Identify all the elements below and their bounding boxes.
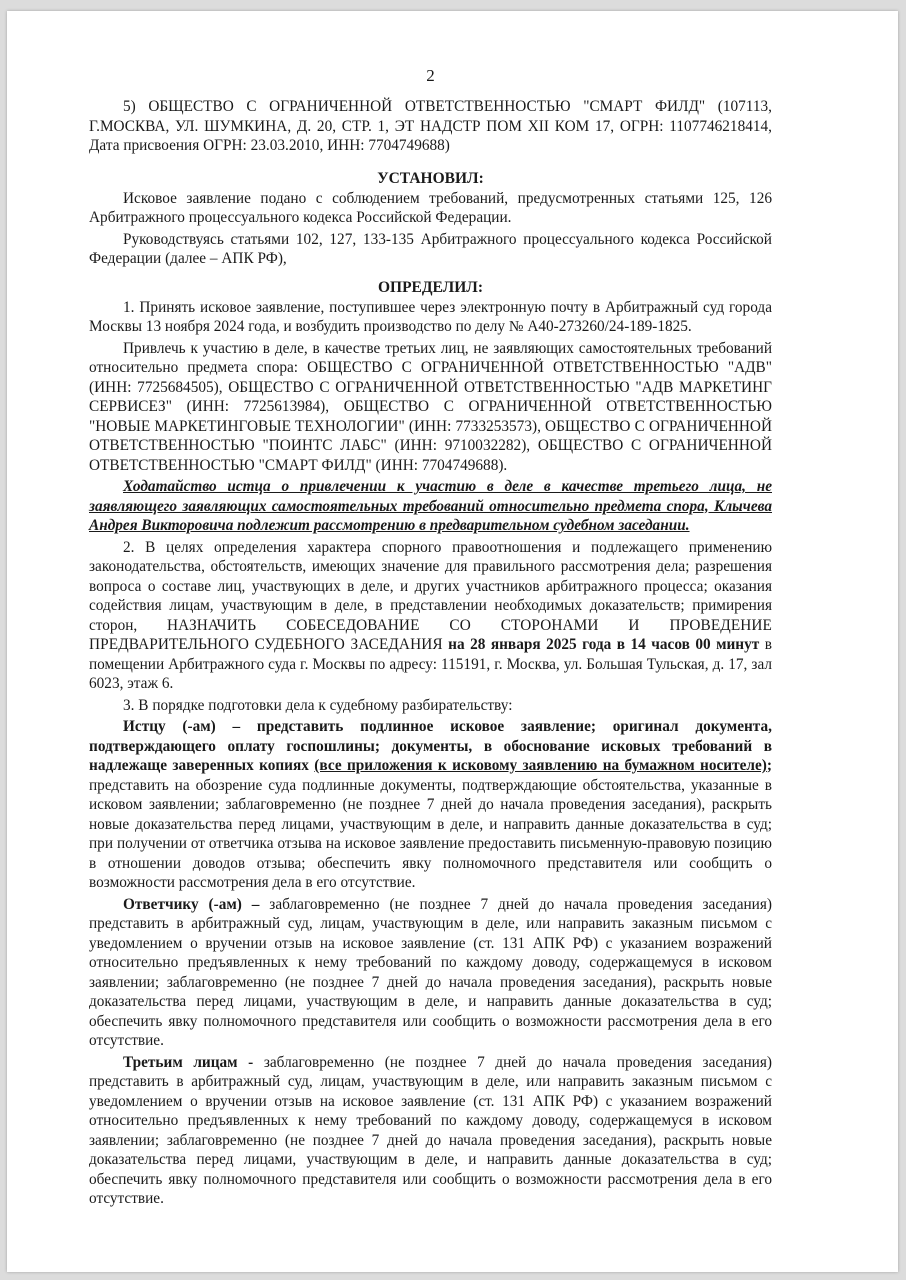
party-5-block: [89, 97, 772, 156]
third-parties-text: заблаговременно (не позднее 7 дней до начала проведения заседания) представить в арбитражный суд, лицам, участвующим в деле, или направить заказным письмом с уведомлением о вручении отзыв на исковое заявление (ст. 131 АПК РФ) с указанием возражений относительно предъявленных к нему требований по каждому доводу, содержащемуся в исковом заявлении; заблаговременно (не позднее 7 дней до начала проведения заседания), раскрыть новые доказательства перед лицами, участвующим в деле, и направить данные доказательства в суд; обеспечить явку полномочного представителя или сообщить о возможности рассмотрения дела в его отсутствие.: [89, 1053, 772, 1207]
plaintiff-instructions: [89, 717, 772, 893]
item-2-place: в помещении Арбитражного суда г. Москвы по адресу: 115191, г. Москва, ул. Большая Тульская, д. 17, зал 6023, этаж 6.: [89, 636, 772, 692]
defendant-text: заблаговременно (не позднее 7 дней до начала проведения заседания) представить в арбитражный суд, лицам, участвующим в деле, или направить заказным письмом с уведомлением о вручении отзыв на исковое заявление (ст. 131 АПК РФ) с указанием возражений относительно предъявленных к нему требований по каждому доводу, содержащемуся в исковом заявлении; заблаговременно (не позднее 7 дней до начала проведения заседания), раскрыть новые доказательства перед лицами, участвующим в деле, и направить данные доказательства в суд; обеспечить явку полномочного представителя или сообщить о возможности рассмотрения дела в его отсутствие.: [89, 895, 772, 1049]
plaintiff-bold-underlined: (все приложения к исковому заявлению на бумажном носителе): [314, 757, 767, 774]
page-number: 2: [426, 66, 435, 85]
established-paragraph-2: Руководствуясь статьями 102, 127, 133-135 Арбитражного процессуального кодекса Российской Федерации (далее – АПК РФ),: [89, 230, 772, 267]
plaintiff-bold-tail: ;: [766, 757, 772, 774]
ruled-heading: ОПРЕДЕЛИЛ:: [377, 279, 484, 296]
ruled-section: [89, 278, 772, 1209]
plaintiff-text: представить на обозрение суда подлинные документы, подтверждающие обстоятельства, указанные в исковом заявлении; заблаговременно (не позднее 7 дней до начала проведения заседания), раскрыть новые доказательства перед лицами, участвующим в деле, и направить данные доказательства в суд; при получении от ответчика отзыва на исковое заявление предоставить письменную-правовую позицию в отношении доводов отзыва; обеспечить явку полномочного представителя или сообщить о возможности рассмотрения дела в его отсутствие.: [89, 776, 772, 891]
third-parties-paragraph: Привлечь к участию в деле, в качестве третьих лиц, не заявляющих самостоятельных требований относительно предмета спора: ОБЩЕСТВО С ОГРАНИЧЕННОЙ ОТВЕТСТВЕННОСТЬЮ "АДВ" (ИНН: 7725684505), ОБЩЕСТВО С ОГРАНИЧЕННОЙ ОТВЕТСТВЕННОСТЬЮ "АДВ МАРКЕТИНГ СЕРВИСЕЗ" (ИНН: 7725613984), ОБЩЕСТВО С ОГРАНИЧЕННОЙ ОТВЕТСТВЕННОСТЬЮ "НОВЫЕ МАРКЕТИНГОВЫЕ ТЕХНОЛОГИИ" (ИНН: 7733253573), ОБЩЕСТВО С ОГРАНИЧЕННОЙ ОТВЕТСТВЕННОСТЬЮ "ПОИНТС ЛАБС" (ИНН: 9710032282), ОБЩЕСТВО С ОГРАНИЧЕННОЙ ОТВЕТСТВЕННОСТЬЮ "СМАРТ ФИЛД" (ИНН: 7704749688).: [89, 339, 772, 474]
established-heading: УСТАНОВИЛ:: [377, 170, 484, 187]
item-2-datetime: на 28 января 2025 года в 14 часов 00 минут: [442, 636, 760, 653]
motion-paragraph: [89, 477, 772, 536]
defendant-bold: Ответчику (-ам) –: [123, 895, 260, 913]
defendant-instructions: [89, 895, 772, 1051]
ruled-item-3-intro: 3. В порядке подготовки дела к судебному разбирательству:: [123, 696, 513, 714]
motion-text: Ходатайство истца о привлечении к участию в деле в качестве третьего лица, не заявляющего заявляющих самостоятельных требований относительно предмета спора, Клычева Андрея Викторовича подлежит рассмотрению в предварительном судебном заседании.: [89, 478, 772, 534]
established-section: [89, 169, 772, 269]
party-5-paragraph: 5) ОБЩЕСТВО С ОГРАНИЧЕННОЙ ОТВЕТСТВЕННОСТЬЮ "СМАРТ ФИЛД" (107113, Г.МОСКВА, УЛ. ШУМКИНА, Д. 20, СТР. 1, ЭТ НАДСТР ПОМ XII КОМ 17, ОГРН: 1107746218414, Дата присвоения ОГРН: 23.03.2010, ИНН: 7704749688): [89, 98, 772, 154]
ruled-item-2: [89, 538, 772, 694]
third-parties-instructions: [89, 1053, 772, 1209]
item-2-text: 2. В целях определения характера спорного правоотношения и подлежащего применению законодательства, обстоятельств, имеющих значение для правильного рассмотрения дела; разрешения вопроса о составе лиц, участвующих в деле, и других участников арбитражного процесса; оказания содействия лицам, участвующим в деле, в представлении необходимых доказательств; примирения сторон,: [89, 538, 772, 634]
plaintiff-bold: Истцу (-ам) – представить подлинное исковое заявление; оригинал документа, подтверждающего оплату госпошлины; документы, в обоснование исковых требований в надлежаще заверенных копиях: [89, 718, 772, 774]
ruled-item-1: 1. Принять исковое заявление, поступившее через электронную почту в Арбитражный суд города Москвы 13 ноября 2024 года, и возбудить производство по делу № А40-273260/24-189-1825.: [89, 298, 772, 335]
document-page: [7, 11, 898, 1272]
third-parties-bold: Третьим лицам -: [123, 1053, 254, 1071]
established-paragraph-1: Исковое заявление подано с соблюдением требований, предусмотренных статьями 125, 126 Арбитражного процессуального кодекса Российской Федерации.: [89, 189, 772, 226]
item-2-hearing-caps: НАЗНАЧИТЬ СОБЕСЕДОВАНИЕ СО СТОРОНАМИ И ПРОВЕДЕНИЕ ПРЕДВАРИТЕЛЬНОГО СУДЕБНОГО ЗАСЕДАНИЯ: [89, 616, 772, 653]
